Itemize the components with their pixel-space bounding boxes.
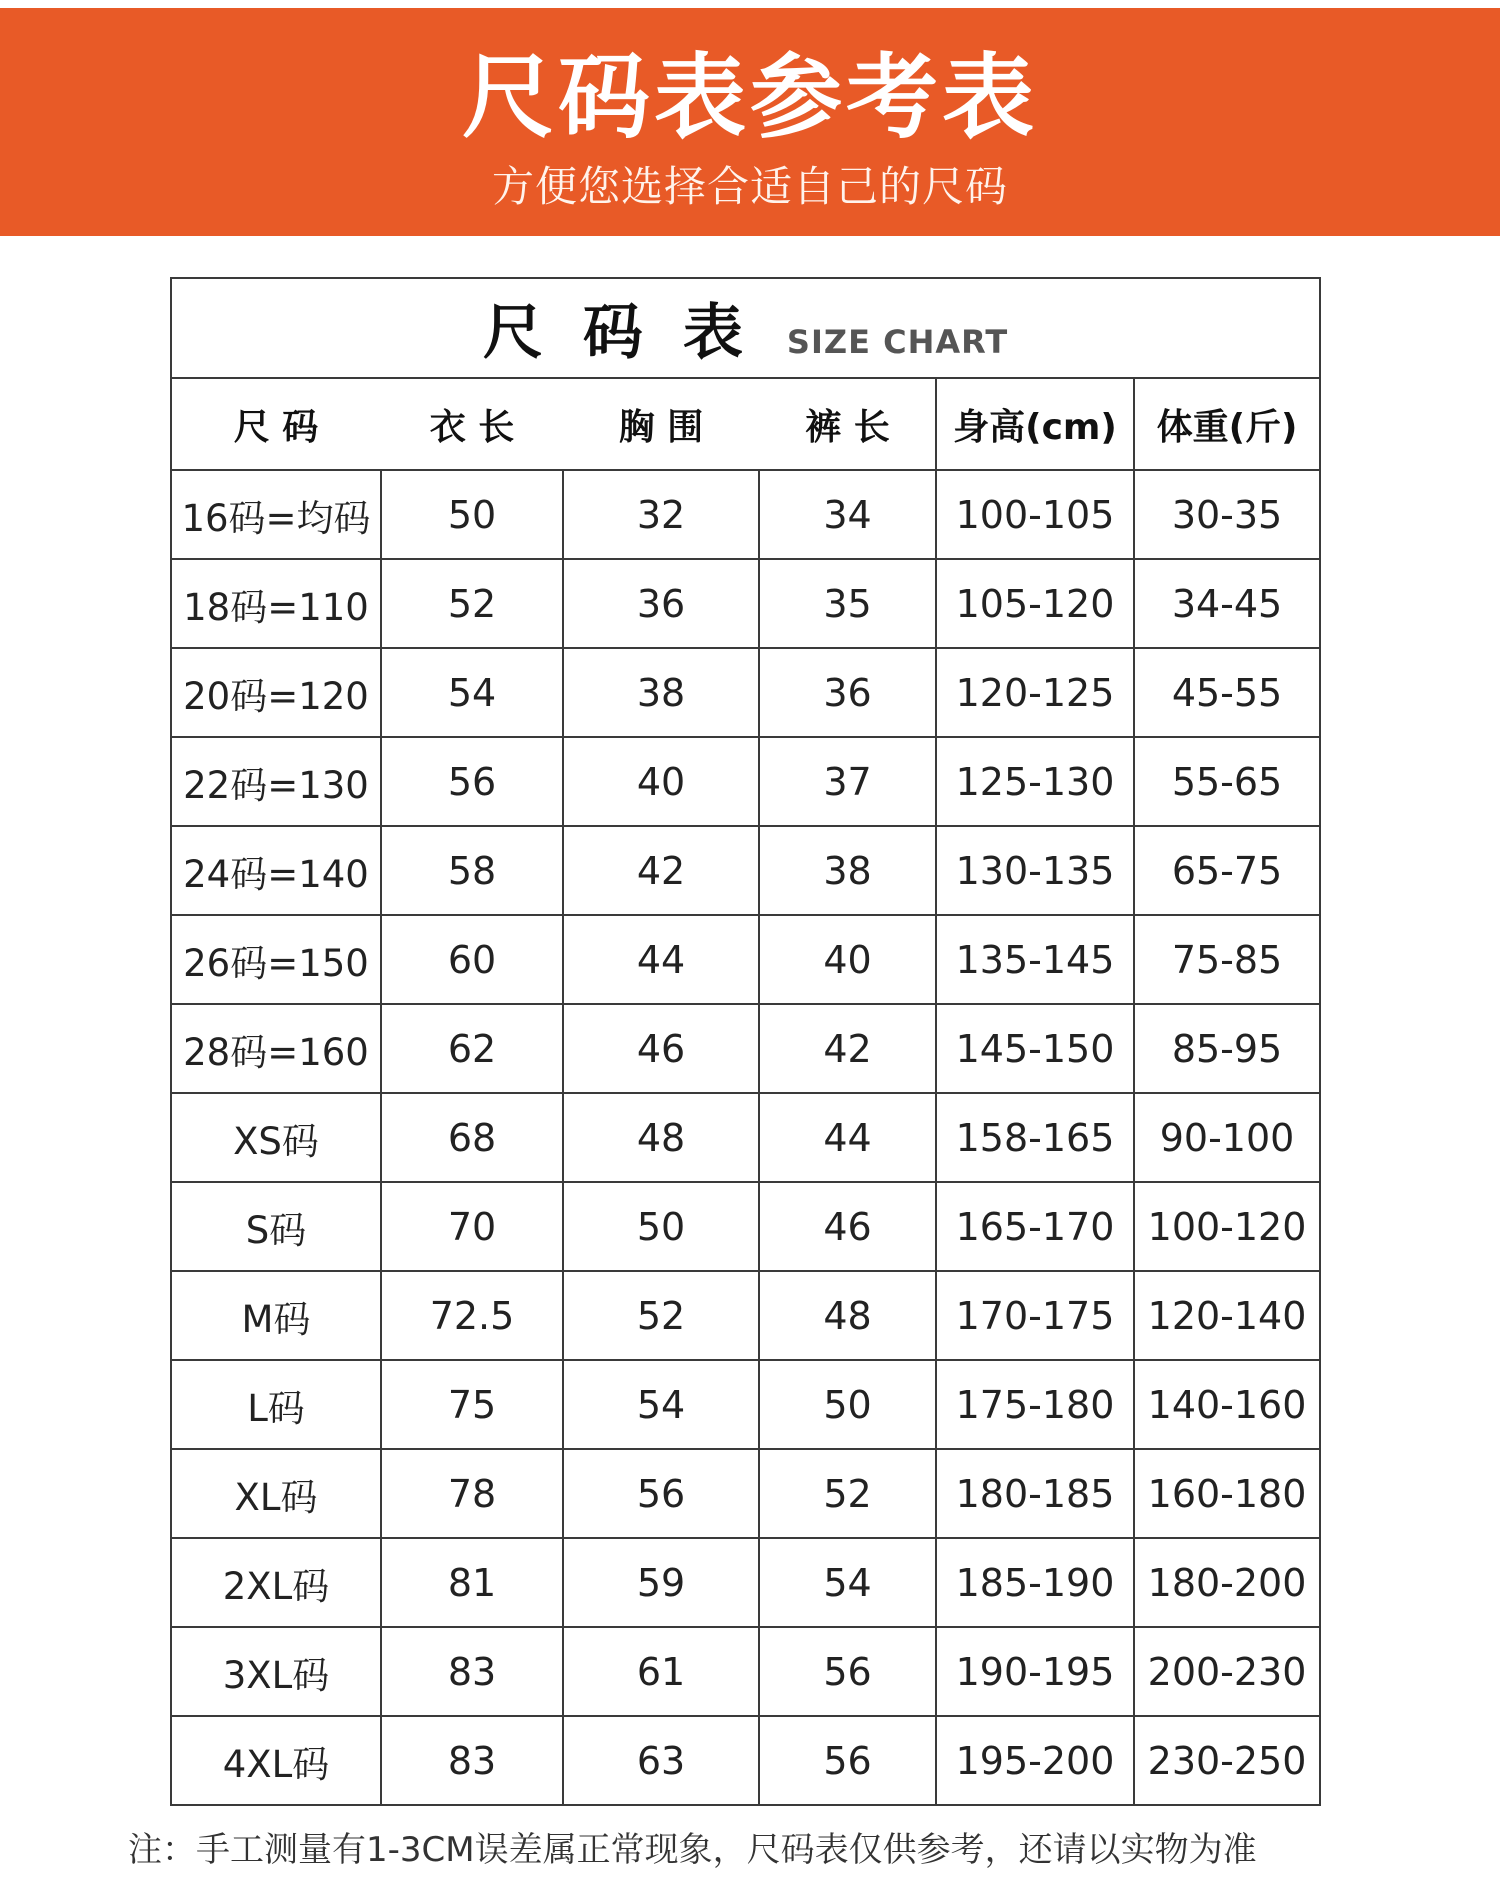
pants-cell: 36: [759, 648, 936, 737]
pants-cell: 54: [759, 1538, 936, 1627]
caption-en: SIZE CHART: [786, 323, 1009, 361]
chest-cell: 50: [563, 1182, 759, 1271]
weight-cell: 230-250: [1134, 1716, 1320, 1805]
column-header: 裤 长: [759, 378, 936, 470]
chest-cell: 40: [563, 737, 759, 826]
length-cell: 70: [381, 1182, 563, 1271]
table-row: [171, 1627, 1320, 1716]
height-cell: 165-170: [936, 1182, 1134, 1271]
column-header: 衣 长: [381, 378, 563, 470]
pants-cell: 34: [759, 470, 936, 559]
height-cell: 120-125: [936, 648, 1134, 737]
weight-cell: 85-95: [1134, 1004, 1320, 1093]
height-cell: 135-145: [936, 915, 1134, 1004]
chest-cell: 63: [563, 1716, 759, 1805]
size-cell: 4XL码: [171, 1716, 381, 1805]
chest-cell: 48: [563, 1093, 759, 1182]
caption-zh: 尺码表: [482, 298, 783, 368]
length-cell: 50: [381, 470, 563, 559]
weight-cell: 65-75: [1134, 826, 1320, 915]
footnote: 注：手工测量有1-3CM误差属正常现象，尺码表仅供参考，还请以实物为准: [128, 1830, 1257, 1870]
pants-cell: 56: [759, 1716, 936, 1805]
banner-subtitle: 方便您选择合适自己的尺码: [491, 162, 1008, 211]
height-cell: 170-175: [936, 1271, 1134, 1360]
table-row: [171, 1271, 1320, 1360]
chest-cell: 32: [563, 470, 759, 559]
table-row: [171, 1449, 1320, 1538]
chest-cell: 56: [563, 1449, 759, 1538]
length-cell: 83: [381, 1627, 563, 1716]
size-cell: L码: [171, 1360, 381, 1449]
pants-cell: 44: [759, 1093, 936, 1182]
length-cell: 52: [381, 559, 563, 648]
table-row: [171, 470, 1320, 559]
size-chart: [170, 277, 1319, 1806]
height-cell: 105-120: [936, 559, 1134, 648]
height-cell: 195-200: [936, 1716, 1134, 1805]
size-cell: 20码=120: [171, 648, 381, 737]
table-row: [171, 1360, 1320, 1449]
size-cell: 22码=130: [171, 737, 381, 826]
size-cell: XS码: [171, 1093, 381, 1182]
header-row: [171, 378, 1320, 470]
pants-cell: 46: [759, 1182, 936, 1271]
height-cell: 180-185: [936, 1449, 1134, 1538]
table-row: [171, 826, 1320, 915]
size-cell: 16码=均码: [171, 470, 381, 559]
chest-cell: 38: [563, 648, 759, 737]
chest-cell: 54: [563, 1360, 759, 1449]
weight-cell: 55-65: [1134, 737, 1320, 826]
weight-cell: 180-200: [1134, 1538, 1320, 1627]
length-cell: 81: [381, 1538, 563, 1627]
pants-cell: 35: [759, 559, 936, 648]
weight-cell: 34-45: [1134, 559, 1320, 648]
size-table: [170, 277, 1321, 1806]
weight-cell: 45-55: [1134, 648, 1320, 737]
table-row: [171, 915, 1320, 1004]
column-header: 体重(斤): [1134, 378, 1320, 470]
height-cell: 100-105: [936, 470, 1134, 559]
weight-cell: 160-180: [1134, 1449, 1320, 1538]
length-cell: 54: [381, 648, 563, 737]
pants-cell: 56: [759, 1627, 936, 1716]
table-row: [171, 1004, 1320, 1093]
height-cell: 175-180: [936, 1360, 1134, 1449]
pants-cell: 50: [759, 1360, 936, 1449]
height-cell: 145-150: [936, 1004, 1134, 1093]
length-cell: 75: [381, 1360, 563, 1449]
weight-cell: 30-35: [1134, 470, 1320, 559]
table-row: [171, 1093, 1320, 1182]
size-cell: 18码=110: [171, 559, 381, 648]
length-cell: 78: [381, 1449, 563, 1538]
chest-cell: 61: [563, 1627, 759, 1716]
column-header: 胸 围: [563, 378, 759, 470]
size-cell: 2XL码: [171, 1538, 381, 1627]
length-cell: 58: [381, 826, 563, 915]
pants-cell: 52: [759, 1449, 936, 1538]
chest-cell: 52: [563, 1271, 759, 1360]
height-cell: 185-190: [936, 1538, 1134, 1627]
size-cell: 26码=150: [171, 915, 381, 1004]
length-cell: 83: [381, 1716, 563, 1805]
weight-cell: 120-140: [1134, 1271, 1320, 1360]
table-caption: [171, 278, 1320, 378]
table-row: [171, 1716, 1320, 1805]
length-cell: 60: [381, 915, 563, 1004]
height-cell: 125-130: [936, 737, 1134, 826]
column-header: 尺 码: [171, 378, 381, 470]
height-cell: 190-195: [936, 1627, 1134, 1716]
length-cell: 62: [381, 1004, 563, 1093]
weight-cell: 100-120: [1134, 1182, 1320, 1271]
banner-title: 尺码表参考表: [461, 44, 1038, 151]
size-cell: S码: [171, 1182, 381, 1271]
chest-cell: 42: [563, 826, 759, 915]
size-cell: 24码=140: [171, 826, 381, 915]
size-cell: 3XL码: [171, 1627, 381, 1716]
table-row: [171, 1182, 1320, 1271]
weight-cell: 75-85: [1134, 915, 1320, 1004]
height-cell: 158-165: [936, 1093, 1134, 1182]
size-cell: XL码: [171, 1449, 381, 1538]
pants-cell: 38: [759, 826, 936, 915]
length-cell: 68: [381, 1093, 563, 1182]
pants-cell: 40: [759, 915, 936, 1004]
table-row: [171, 1538, 1320, 1627]
pants-cell: 42: [759, 1004, 936, 1093]
table-row: [171, 737, 1320, 826]
size-cell: 28码=160: [171, 1004, 381, 1093]
chest-cell: 59: [563, 1538, 759, 1627]
column-header: 身高(cm): [936, 378, 1134, 470]
length-cell: 72.5: [381, 1271, 563, 1360]
chest-cell: 36: [563, 559, 759, 648]
header-banner: [0, 8, 1500, 236]
chest-cell: 46: [563, 1004, 759, 1093]
height-cell: 130-135: [936, 826, 1134, 915]
table-row: [171, 648, 1320, 737]
size-cell: M码: [171, 1271, 381, 1360]
length-cell: 56: [381, 737, 563, 826]
pants-cell: 48: [759, 1271, 936, 1360]
chest-cell: 44: [563, 915, 759, 1004]
table-row: [171, 559, 1320, 648]
weight-cell: 200-230: [1134, 1627, 1320, 1716]
pants-cell: 37: [759, 737, 936, 826]
weight-cell: 140-160: [1134, 1360, 1320, 1449]
weight-cell: 90-100: [1134, 1093, 1320, 1182]
